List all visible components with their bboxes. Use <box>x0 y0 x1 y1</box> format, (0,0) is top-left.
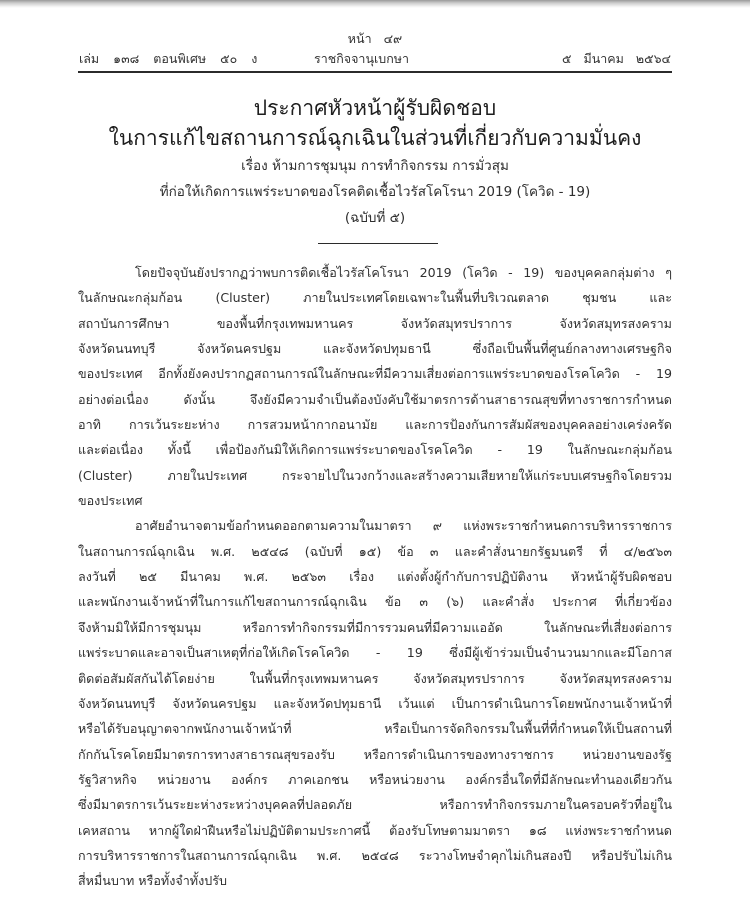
page-number-value: ๔๙ <box>383 31 403 46</box>
header-divider <box>78 71 672 73</box>
body-line: สถาบันการศึกษา ของพื้นที่กรุงเทพมหานคร จังหวัดสมุทรปราการ จังหวัดสมุทรสงคราม <box>78 315 672 331</box>
body-line: ของประเทศ อีกทั้งยังคงปรากฏสถานการณ์ในลักษณะที่มีความเสี่ยงต่อการแพร่ระบาดของโรคโควิด - 19 <box>78 366 672 382</box>
window-top-shadow <box>0 0 750 8</box>
volume-number: ๑๓๘ <box>113 51 140 66</box>
body-line: ซึ่งมีมาตรการเว้นระยะห่างระหว่างบุคคลที่ปลอดภัย หรือการทำกิจกรรมภายในครอบครัวที่อยู่ใน <box>78 797 672 813</box>
body-line: จึงห้ามมิให้มีการชุมนุม หรือการทำกิจกรรมที่มีการรวมคนที่มีความแออัด ในลักษณะที่เสี่ยงต่อการ <box>78 619 672 635</box>
announcement-subject-line-2: ที่ก่อให้เกิดการแพร่ระบาดของโรคติดเชื้อไวรัสโคโรนา 2019 (โควิด - 19) <box>159 184 591 200</box>
announcement-title-line-1: ประกาศหัวหน้าผู้รับผิดชอบ <box>253 96 497 120</box>
page-label: หน้า <box>347 31 372 46</box>
body-line: ของประเทศ <box>78 493 143 509</box>
body-line: ลงวันที่ ๒๕ มีนาคม พ.ศ. ๒๕๖๓ เรื่อง แต่งตั้งผู้กำกับการปฏิบัติงาน หัวหน้าผู้รับผิดชอบ <box>78 569 672 585</box>
body-line: จังหวัดนนทบุรี จังหวัดนครปฐม และจังหวัดปทุมธานี ซึ่งถือเป็นพื้นที่ศูนย์กลางทางเศรษฐกิจ <box>78 341 672 357</box>
body-line: อาศัยอำนาจตามข้อกำหนดออกตามความในมาตรา ๙ แห่งพระราชกำหนดการบริหารราชการ <box>135 518 672 534</box>
body-line: การบริหารราชการในสถานการณ์ฉุกเฉิน พ.ศ. ๒๕๔๘ ระวางโทษจำคุกไม่เกินสองปี หรือปรับไม่เกิน <box>78 847 672 863</box>
volume-issue-info <box>79 49 267 69</box>
date-year: ๒๕๖๔ <box>635 51 671 66</box>
body-line: กักกันโรคโดยมีมาตรการทางสาธารณสุขรองรับ หรือการดำเนินการของทางราชการ หน่วยงานของรัฐ <box>78 746 672 762</box>
announcement-subject-line-1: เรื่อง ห้ามการชุมนุม การทำกิจกรรม การมั่วสุม <box>241 158 509 174</box>
body-line: อาทิ การเว้นระยะห่าง การสวมหน้ากากอนามัย และการป้องกันการสัมผัสของบุคคลอย่างเคร่งครัด <box>78 417 672 433</box>
body-line: (Cluster) ภายในประเทศ กระจายไปในวงกว้างและสร้างความเสียหายให้แก่ระบบเศรษฐกิจโดยรวม <box>78 467 672 483</box>
announcement-title-line-2: ในการแก้ไขสถานการณ์ฉุกเฉินในส่วนที่เกี่ยวกับความมั่นคง <box>108 126 642 150</box>
publication-date <box>554 49 671 69</box>
gazette-running-header <box>79 49 671 67</box>
announcement-body <box>78 260 672 894</box>
volume-label: เล่ม <box>79 51 100 66</box>
body-line: และพนักงานเจ้าหน้าที่ในการแก้ไขสถานการณ์ฉุกเฉิน ข้อ ๓ (๖) และคำสั่ง ประกาศ ที่เกี่ยวข้อง <box>78 594 672 610</box>
publication-name: ราชกิจจานุเบกษา <box>314 51 410 66</box>
body-line: โดยปัจจุบันยังปรากฏว่าพบการติดเชื้อไวรัสโคโรนา 2019 (โควิด - 19) ของบุคคลกลุ่มต่าง ๆ <box>135 265 672 280</box>
body-line: ติดต่อสัมผัสกันได้โดยง่าย ในพื้นที่กรุงเทพมหานคร จังหวัดสมุทรปราการ จังหวัดสมุทรสงคราม <box>78 670 672 686</box>
body-line: จังหวัดนนทบุรี จังหวัดนครปฐม และจังหวัดปทุมธานี เว้นแต่ เป็นการดำเนินการโดยพนักงานเจ้าหน้าที่ <box>78 695 672 711</box>
body-line: ในลักษณะกลุ่มก้อน (Cluster) ภายในประเทศโดยเฉพาะในพื้นที่บริเวณตลาด ชุมชน และ <box>78 290 672 306</box>
body-line: หรือได้รับอนุญาตจากพนักงานเจ้าหน้าที่ หรือเป็นการจัดกิจกรรมในพื้นที่ที่กำหนดให้เป็นสถานที่ <box>78 721 672 737</box>
issue-number: ๕๐ <box>220 51 238 66</box>
body-line: อย่างต่อเนื่อง ดังนั้น จึงยังมีความจำเป็นต้องบังคับใช้มาตรการด้านสาธารณสุขที่ทางราชการกำหนด <box>78 391 672 407</box>
date-month: มีนาคม <box>583 51 624 66</box>
issue-label: ตอนพิเศษ <box>153 51 207 66</box>
body-line: เคหสถาน หากผู้ใดฝ่าฝืนหรือไม่ปฏิบัติตามประกาศนี้ ต้องรับโทษตามมาตรา ๑๘ แห่งพระราชกำหนด <box>78 822 672 838</box>
section-letter: ง <box>251 51 258 66</box>
body-line: สี่หมื่นบาท หรือทั้งจำทั้งปรับ <box>78 873 228 889</box>
date-day: ๕ <box>562 51 572 66</box>
title-divider <box>318 243 438 244</box>
announcement-edition: (ฉบับที่ ๕) <box>344 210 406 226</box>
body-line: แพร่ระบาดและอาจเป็นสาเหตุที่ก่อให้เกิดโรคโควิด - 19 ซึ่งมีผู้เข้าร่วมเป็นจำนวนมากและมีโอกาส <box>78 645 672 661</box>
body-line: ในสถานการณ์ฉุกเฉิน พ.ศ. ๒๕๔๘ (ฉบับที่ ๑๕) ข้อ ๓ และคำสั่งนายกรัฐมนตรี ที่ ๔/๒๕๖๓ <box>78 543 672 559</box>
page-number <box>0 29 750 49</box>
body-line: และต่อเนื่อง ทั้งนี้ เพื่อป้องกันมิให้เกิดการแพร่ระบาดของโรคโควิด - 19 ในลักษณะกลุ่มก้อน <box>78 442 672 458</box>
body-line: รัฐวิสาหกิจ หน่วยงาน องค์กร ภาคเอกชน หรือหน่วยงาน องค์กรอื่นใดที่มีลักษณะทำนองเดียวกัน <box>78 771 672 787</box>
